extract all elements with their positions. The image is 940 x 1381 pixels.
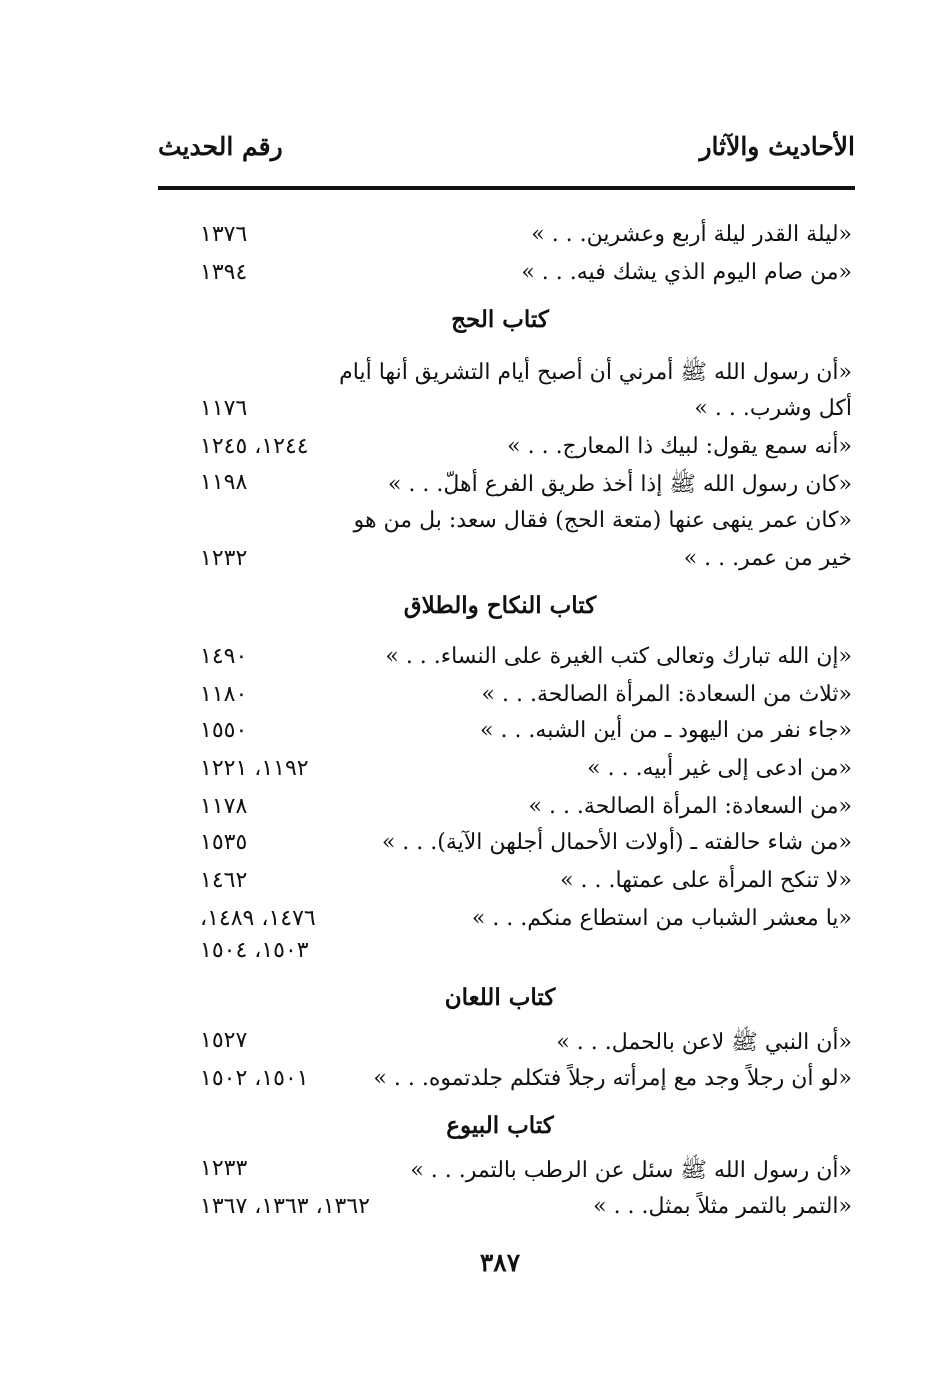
section-heading: كتاب النكاح والطلاق (403, 592, 597, 619)
hadith-text: «التمر بالتمر مثلاً بمثل. . . » (593, 1194, 852, 1219)
section-heading: كتاب الحج (451, 306, 549, 333)
hadith-number: ١١٩٢، ١٢٢١ (200, 756, 309, 781)
hadith-text: «من صام اليوم الذي يشك فيه. . . » (521, 260, 852, 285)
list-item (190, 830, 852, 868)
section-heading: كتاب اللعان (444, 984, 556, 1011)
hadith-text: «من السعادة: المرأة الصالحة. . . » (528, 794, 852, 819)
list-item (190, 794, 852, 832)
page-number: ٣٨٧ (479, 1248, 521, 1277)
hadith-text: «جاء نفر من اليهود ـ من أين الشبه. . . » (480, 718, 852, 743)
hadith-number: ١٢٣٣ (200, 1156, 248, 1181)
list-item (190, 1194, 852, 1232)
hadith-text: «لو أن رجلاً وجد مع إمرأته رجلاً فتكلم جلدتموه. . . » (373, 1066, 852, 1091)
list-item (190, 222, 852, 260)
hadith-text: «ثلاث من السعادة: المرأة الصالحة. . . » (481, 682, 852, 707)
hadith-text: «إن الله تبارك وتعالى كتب الغيرة على النساء. . . » (385, 644, 852, 669)
hadith-text: «كان عمر ينهى عنها (متعة الحج) فقال سعد: بل من هو (353, 508, 852, 533)
hadith-number: ١١٧٦ (200, 396, 248, 421)
hadith-text: «أنه سمع يقول: لبيك ذا المعارج. . . » (507, 434, 852, 459)
hadith-text: «لا تنكح المرأة على عمتها. . . » (560, 868, 852, 893)
list-item (190, 1156, 852, 1194)
hadith-text: «يا معشر الشباب من استطاع منكم. . . » (471, 906, 852, 931)
hadith-number: ١٢٣٢ (200, 546, 248, 571)
list-item-continuation (190, 546, 852, 584)
list-item (190, 1066, 852, 1104)
header-rule (158, 186, 855, 190)
hadith-number: ١٥٠٣، ١٥٠٤ (200, 938, 309, 963)
list-item (190, 682, 852, 720)
hadith-number: ١٣٦٢، ١٣٦٣، ١٣٦٧ (200, 1194, 370, 1219)
section-heading: كتاب البيوع (446, 1112, 554, 1139)
hadith-number: ١٥٢٧ (200, 1028, 248, 1053)
list-item (190, 434, 852, 472)
hadith-text: «من شاء حالفته ـ (أولات الأحمال أجلهن الآية). . . » (381, 830, 852, 855)
list-item (190, 260, 852, 298)
hadith-number: ١٣٩٤ (200, 260, 248, 285)
hadith-text: «من ادعى إلى غير أبيه. . . » (587, 756, 852, 781)
hadith-text: خير من عمر. . . » (683, 546, 852, 571)
hadith-text: «أن النبي ﷺ لاعن بالحمل. . . » (556, 1030, 852, 1055)
hadith-text: «ليلة القدر ليلة أربع وعشرين. . . » (531, 222, 852, 247)
hadith-number: ١١٨٠ (200, 682, 248, 707)
hadith-number: ١٥٣٥ (200, 830, 248, 855)
hadith-number: ١١٧٨ (200, 794, 248, 819)
list-item (190, 1028, 852, 1066)
hadith-number: ١٥٠١، ١٥٠٢ (200, 1066, 309, 1091)
list-item (190, 470, 852, 508)
list-item (190, 508, 852, 546)
list-item-continuation (190, 396, 852, 434)
hadith-number: ١٥٥٠ (200, 718, 248, 743)
hadith-number: ١٤٧٦، ١٤٨٩، (200, 906, 316, 931)
list-item (190, 906, 852, 972)
hadith-text: «أن رسول الله ﷺ سئل عن الرطب بالتمر. . . » (410, 1158, 852, 1183)
running-title: الأحاديث والآثار (699, 132, 855, 161)
hadith-number: ١٣٧٦ (200, 222, 248, 247)
list-item (190, 644, 852, 682)
list-item (190, 868, 852, 906)
hadith-text: «كان رسول الله ﷺ إذا أخذ طريق الفرع أهلّ. . . » (387, 472, 852, 497)
list-item (190, 756, 852, 794)
hadith-text: أكل وشرب. . . » (694, 396, 852, 421)
hadith-number: ١٤٩٠ (200, 644, 248, 669)
column-title: رقم الحديث (158, 132, 283, 161)
hadith-text: «أن رسول الله ﷺ أمرني أن أصبح أيام التشريق أنها أيام (339, 360, 852, 385)
list-item (190, 358, 852, 396)
hadith-number: ١١٩٨ (200, 470, 248, 495)
hadith-number: ١٤٦٢ (200, 868, 248, 893)
hadith-number: ١٢٤٤، ١٢٤٥ (200, 434, 309, 459)
list-item (190, 718, 852, 756)
